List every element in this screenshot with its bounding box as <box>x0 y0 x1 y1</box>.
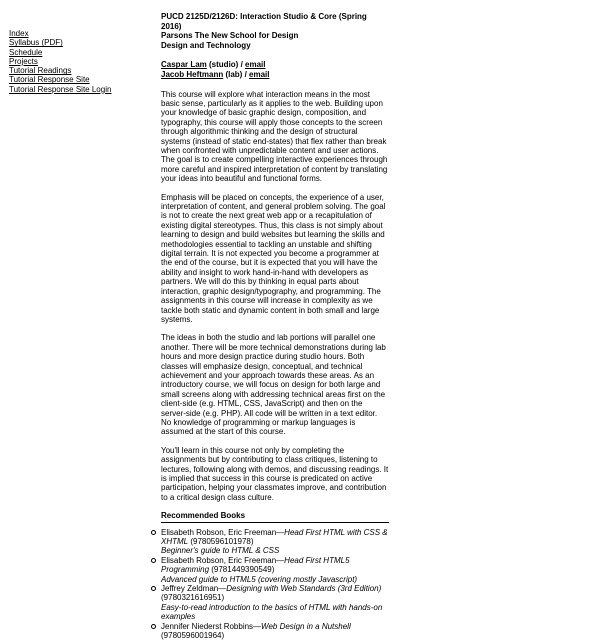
book-title: Head First HTML with CSS & XHTML <box>161 527 388 547</box>
nav-link-projects[interactable]: Projects <box>9 56 38 66</box>
book-author: Elisabeth Robson, Eric Freeman— <box>161 555 285 565</box>
circle-bullet-icon <box>151 624 156 629</box>
book-isbn: (9780321616951) <box>161 593 225 603</box>
instructors <box>161 60 389 79</box>
circle-bullet-icon <box>151 530 156 535</box>
book-title: Designing with Web Standards (3rd Edition) <box>226 584 382 594</box>
site-nav <box>9 29 111 94</box>
instructor-row <box>161 60 389 70</box>
circle-bullet-icon <box>151 558 156 563</box>
course-header <box>161 12 389 50</box>
book-note: Advanced guide to HTML5 (covering mostly Javascript) <box>161 574 358 584</box>
nav-item-tutorial-response-site <box>9 75 111 84</box>
book-item <box>161 622 389 641</box>
nav-item-tutorial-response-login <box>9 85 111 94</box>
book-item <box>161 584 389 622</box>
nav-item-projects <box>9 57 111 66</box>
instructor-name-link[interactable]: Jacob Heftmann <box>161 69 224 79</box>
course-description-paragraph: The ideas in both the studio and lab portions will parallel one another. There will be more technical demonstrations during lab hours and more design practice during studio hours. Both classes will emphasize design, conceptual, and technical achievement and your approach towards these areas. As an introductory course, we will focus on design for both large and small screens along with addressing technical areas first on the client-side (e.g. HTML, CSS, JavaScript) and then on the server-side (e.g. PHP). All code will be written in a text editor. No knowledge of programming or markup languages is assumed at the start of this course. <box>161 333 386 437</box>
book-isbn: (9781449390549) <box>209 565 275 575</box>
instructor-role: (studio) / <box>206 60 246 70</box>
nav-link-index[interactable]: Index <box>9 29 29 38</box>
course-description-paragraph: This course will explore what interaction means in the most basic sense, particularly as it applies to the web. Building upon your knowledge of basic graphic design, composition, and typography, this course will apply those concepts to the screen through algorithmic thinking and the design of structural systems (instead of static end-states) that flex rather than break when confronted with unpredictable content and user actions. The goal is to create compelling interactive experiences through more careful and inspired interpretation of content by translating your ideas into beautiful and functional forms. <box>161 89 388 184</box>
book-note: Easy-to-read introduction to the basics of HTML with hands-on examples <box>161 602 383 622</box>
instructor-role: (lab) / <box>223 69 250 79</box>
recommended-books-heading: Recommended Books <box>161 511 389 522</box>
nav-link-syllabus[interactable]: Syllabus (PDF) <box>9 38 63 48</box>
program-name: Design and Technology <box>161 40 251 50</box>
recommended-books-list <box>161 528 389 641</box>
nav-item-syllabus <box>9 38 111 47</box>
course-title: PUCD 2125D/2126D: Interaction Studio & Core (Spring 2016) <box>161 12 367 31</box>
book-title: Web Design in a Nutshell <box>261 621 351 631</box>
book-title: Head First HTML5 Programming <box>161 555 350 575</box>
instructor-email-link[interactable]: email <box>245 60 266 70</box>
book-author: Elisabeth Robson, Eric Freeman— <box>161 527 285 537</box>
book-isbn: (9780596101978) <box>188 537 254 547</box>
book-isbn: (9780596001964) <box>161 631 225 641</box>
nav-link-schedule[interactable]: Schedule <box>9 47 43 57</box>
book-note: Beginner's guide to HTML & CSS <box>161 546 280 556</box>
book-author: Jeffrey Zeldman— <box>161 584 227 594</box>
nav-link-tutorial-readings[interactable]: Tutorial Readings <box>9 66 72 76</box>
circle-bullet-icon <box>151 586 156 591</box>
course-description-paragraph: You'll learn in this course not only by completing the assignments but by contributing to class critiques, listening to lectures, following along with demos, and discussing readings. It is implied that success in this course is predicated on active participation, helping your classmates improve, and contribution to a critical design class culture. <box>161 445 389 502</box>
nav-item-index <box>9 29 111 38</box>
book-author: Jennifer Niederst Robbins— <box>161 621 262 631</box>
book-item <box>161 556 389 584</box>
main-content <box>161 12 389 641</box>
nav-link-tutorial-response-site[interactable]: Tutorial Response Site <box>9 75 90 85</box>
instructor-email-link[interactable]: email <box>249 69 270 79</box>
instructor-name-link[interactable]: Caspar Lam <box>161 60 207 70</box>
nav-link-tutorial-response-login[interactable]: Tutorial Response Site Login <box>9 84 112 94</box>
course-description-paragraph: Emphasis will be placed on concepts, the experience of a user, interpretation of content, and general problem solving. The goal is not to create the next great web app or a recapitulation of existing digital stereotypes. Thus, this class is not simply about learning to design and build websites but learning the skills and methodologies essential to tackling an unstable and shifting digital terrain. It is not expected you become a programmer at the end of the course, but it is expected that you will have the ability and insight to work hand-in-hand with developers as partners. We will do this by thinking in equal parts about interaction, graphic design/typography, and programming. The assignments in this course will increase in complexity as we tackle both static and dynamic content in both small and large systems. <box>161 192 386 324</box>
instructor-row <box>161 70 389 80</box>
book-item <box>161 528 389 556</box>
nav-item-schedule <box>9 48 111 57</box>
school-name: Parsons The New School for Design <box>161 31 299 41</box>
nav-item-tutorial-readings <box>9 66 111 75</box>
